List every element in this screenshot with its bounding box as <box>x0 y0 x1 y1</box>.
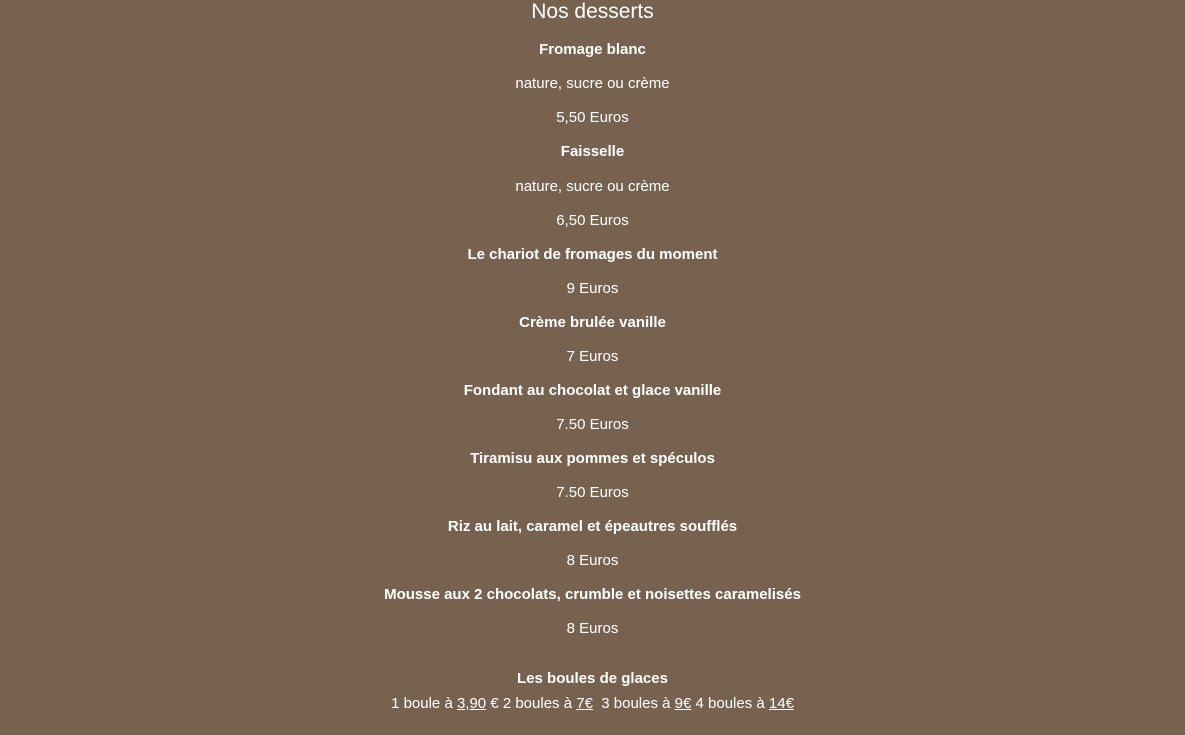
item-price: 7.50 Euros <box>556 416 629 433</box>
item-price: 7 Euros <box>566 348 619 365</box>
item-name: Crème brulée vanille <box>519 314 666 331</box>
price-link-4-boules[interactable]: 14€ <box>768 695 794 712</box>
price-link-2-boules[interactable]: 7€ <box>576 695 593 712</box>
ice-cream-prices <box>0 695 1185 713</box>
ice-text-1: 1 boule à <box>391 695 457 712</box>
price-link-1-boule[interactable]: 3,90 <box>456 695 487 712</box>
ice-text-4: 4 boules à <box>691 695 769 712</box>
ice-cream-title: Les boules de glaces <box>517 670 668 687</box>
item-price: 7.50 Euros <box>556 484 629 501</box>
item-name: Fromage blanc <box>539 41 646 58</box>
item-name: Faisselle <box>560 143 625 160</box>
ice-text-2: € 2 boules à <box>486 695 577 712</box>
item-price: 8 Euros <box>566 552 619 569</box>
item-name: Tiramisu aux pommes et spéculos <box>470 450 715 467</box>
item-name: Mousse aux 2 chocolats, crumble et noisettes caramelisés <box>384 586 801 603</box>
item-name: Riz au lait, caramel et épeautres soufflés <box>447 518 738 535</box>
item-description: nature, sucre ou crème <box>515 178 670 195</box>
item-price: 8 Euros <box>566 620 619 637</box>
item-description: nature, sucre ou crème <box>515 75 670 92</box>
item-price: 9 Euros <box>566 280 619 297</box>
item-name: Le chariot de fromages du moment <box>467 246 718 263</box>
item-price: 6,50 Euros <box>556 212 629 229</box>
menu-title: Nos desserts <box>531 0 654 23</box>
price-link-3-boules[interactable]: 9€ <box>674 695 692 712</box>
ice-text-3: 3 boules à <box>592 695 675 712</box>
item-name: Fondant au chocolat et glace vanille <box>463 382 722 399</box>
item-price: 5,50 Euros <box>556 109 629 126</box>
